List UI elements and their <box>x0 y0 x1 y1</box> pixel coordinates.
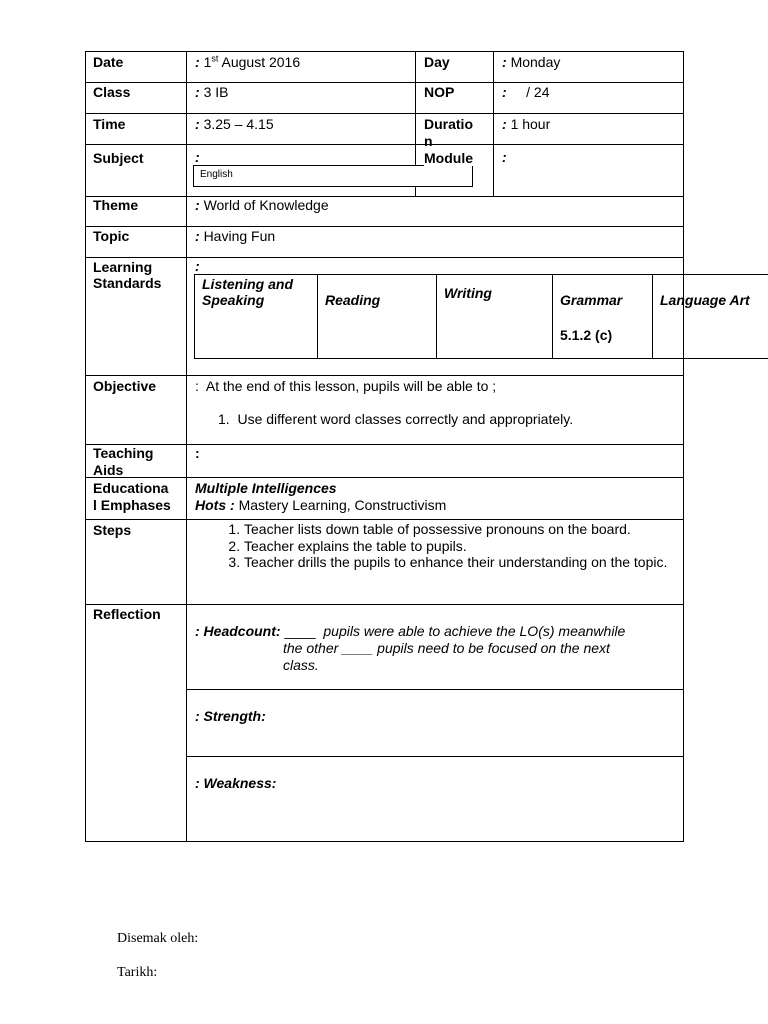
topic-value: : Having Fun <box>195 228 276 244</box>
day-value: : Monday <box>502 54 561 70</box>
headcount-line-3: class. <box>283 657 319 673</box>
teaching-aids-label-1: Teaching <box>93 445 154 461</box>
time-label: Time <box>93 116 126 132</box>
subject-value: English <box>200 169 233 180</box>
strength-label: : Strength: <box>195 708 266 724</box>
weakness-label: : Weakness: <box>195 775 277 791</box>
objective-label: Objective <box>93 378 157 394</box>
duration-label-1: Duratio <box>424 116 473 132</box>
day-label: Day <box>424 54 450 70</box>
time-value: : 3.25 – 4.15 <box>195 116 274 132</box>
date-label: Date <box>93 54 124 70</box>
class-label: Class <box>93 84 131 100</box>
steps-list <box>194 521 678 571</box>
teaching-aids-colon: : <box>195 445 200 461</box>
col-reading: Reading <box>325 292 381 308</box>
col-language-art: Language Art <box>660 292 750 308</box>
module-colon: : <box>502 149 507 165</box>
step-item: 2. Teacher explains the table to pupils. <box>244 538 678 555</box>
theme-value: : World of Knowledge <box>195 197 329 213</box>
theme-label: Theme <box>93 197 139 213</box>
headcount-line-2: the other ____ pupils need to be focused on the next <box>283 640 610 656</box>
nop-label: NOP <box>424 84 455 100</box>
col-listening-1: Listening and <box>202 276 293 292</box>
emphases-line1: Multiple Intelligences <box>195 480 337 496</box>
emphases-label-2: l Emphases <box>93 497 171 513</box>
col-writing: Writing <box>444 285 492 301</box>
step-item: 1. Teacher lists down table of possessive pronouns on the board. <box>244 521 678 538</box>
subject-label: Subject <box>93 150 144 166</box>
objective-item: 1. Use different word classes correctly and appropriately. <box>218 411 574 427</box>
col-listening-2: Speaking <box>202 292 265 308</box>
date-value: : 1st August 2016 <box>195 53 301 70</box>
steps-label: Steps <box>93 522 132 538</box>
topic-label: Topic <box>93 228 130 244</box>
duration-label-2: n <box>424 133 433 149</box>
checked-by-label: Disemak oleh: <box>117 931 199 946</box>
col-grammar: Grammar <box>560 292 623 308</box>
nop-value: : / 24 <box>502 84 550 100</box>
module-label: Module <box>424 150 473 166</box>
teaching-aids-label-2: Aids <box>93 462 124 478</box>
reflection-label: Reflection <box>93 606 161 622</box>
objective-intro: : At the end of this lesson, pupils will be able to ; <box>195 378 497 394</box>
learning-label-1: Learning <box>93 259 153 275</box>
class-value: : 3 IB <box>195 84 229 100</box>
headcount-line-1: : Headcount: ____ pupils were able to achieve the LO(s) meanwhile <box>195 623 626 639</box>
subject-box <box>193 165 473 187</box>
emphases-label-1: Educationa <box>93 480 169 496</box>
footer-date-label: Tarikh: <box>117 965 158 980</box>
emphases-hots: Hots : Mastery Learning, Constructivism <box>195 497 447 513</box>
grammar-code: 5.1.2 (c) <box>560 327 613 343</box>
learning-label-2: Standards <box>93 275 162 291</box>
step-item: 3. Teacher drills the pupils to enhance their understanding on the topic. <box>244 554 678 571</box>
learning-colon: : <box>195 258 200 274</box>
subject-colon: : <box>195 149 200 165</box>
duration-value: : 1 hour <box>502 116 551 132</box>
